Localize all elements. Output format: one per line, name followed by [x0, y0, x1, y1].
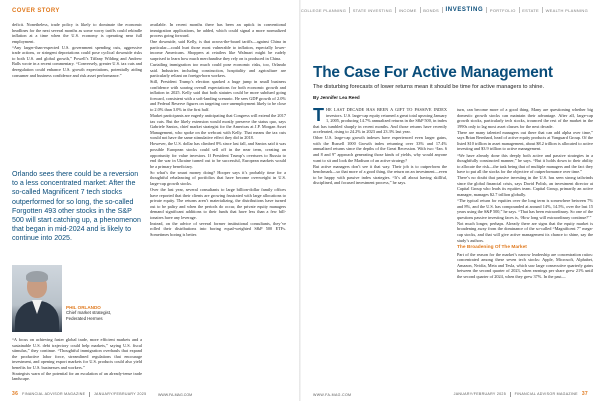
nav-item: PORTFOLIO	[489, 7, 516, 13]
right-column-2	[457, 107, 593, 280]
left-column-2	[150, 22, 286, 238]
page-gutter	[299, 0, 301, 401]
body-paragraph: Instead, on the advice of several former institutional consultants, they’ve rolled their distributions into boring equal-weighted S&P 500 ETFs. Sometimes boring is better.	[150, 220, 286, 237]
left-column-1-top	[12, 22, 142, 79]
nav-item-active: INVESTING	[445, 7, 484, 13]
nav-item: INCOME	[398, 7, 417, 13]
body-paragraph: “We have already done this deeply both active and passive strategies in a thoughtfully constructed manner,” he says. “But it holds down to their ability to allocate the risk—the task being that of multiple managers and the fact they have to put all the stocks for the objective of outperformance over time.”	[457, 152, 593, 175]
caption-company: Federated Hermes	[66, 315, 103, 321]
section-label: COVER STORY	[12, 8, 60, 14]
portrait-caption	[66, 305, 146, 321]
body-paragraph: turn, can become more of a good thing. Many are questioning whether big domestic growth stocks can maintain their advantage. After all, large-cap growth stocks, particularly tech stocks, trounced the rest of the market in the 1990s only to lag most asset classes for the next decade.	[457, 107, 593, 129]
nav-item: STATE INVESTING	[352, 7, 393, 13]
body-paragraph: So what’s the smart money doing? Hooper says it’s probably time for a thoughtful rebalancing of portfolios that have become overweight in U.S. large-cap growth stocks.	[150, 169, 286, 186]
body-paragraph: deficit. Nonetheless, trade policy is likely to dominate the economic headlines for the next several months as some worry tariffs could rekindle inflation at a time when the U.S. economy is operating near full employment.	[12, 22, 142, 44]
body-paragraph: Other U.S. large-cap growth indexes have experienced even larger gains, with the Russell 1000 Growth index returning over 33% and 17.4% annualized returns since the depths of the Great Recession. With two “Jan. 6 and 8 and 9” approach generating those kinds of yields, why would anyone want to sit and look the Madison of an active strategy?	[313, 135, 447, 163]
lead-text: HE LAST DECADE HAS BEEN A GIFT TO PASSIVE INDEX investors. U.S. large-cap equity returned a great total upswing January 1, 2005, producing 14.7% annualized returns in the S&P 500, in index that has tumbled sharply in recent months. And those returns have recently accelerated, rising to 24.2% in 2023 and 23.3% last year.	[313, 107, 447, 135]
left-footer	[12, 391, 146, 397]
nav-item: ESTATE	[522, 7, 539, 13]
body-paragraph: “The typical return for equities over the long term is somewhere between 7% and 8%, and the U.S. has compounded at around 14%, 14.5%, over the last 15 years using the S&P 500,” he says. “That has been extraordinary. So one of the questions passive investing faces is, ‘How long will extraordinary continue?’”	[457, 198, 593, 220]
right-column-1	[313, 107, 447, 186]
issue-date: JANUARY/FEBRUARY 2025	[453, 392, 507, 396]
body-paragraph: Over the last year, several consultants to large billion-dollar family offices have reported that their clients are growing frustrated with large allocations to private equity. The returns aren’t materializing, the distributions have turned out to be paltry and when the periods do occur, the private equity managers demand significant additions to their funds that have less than a few bill-ionaires have any leverage.	[150, 187, 286, 220]
drop-cap: T	[313, 105, 324, 125]
publication-title: FINANCIAL ADVISOR MAGAZINE	[514, 392, 578, 396]
body-paragraph: But active managers don’t see it that way. Their job is to outperform the benchmark—so that more of a good thing, the return on an investment—even to be happy with passive index strategies. “It’s all about having skillful, disciplined, and focused investment process,” he says.	[313, 163, 447, 186]
issue-date: JANUARY/FEBRUARY 2025	[93, 392, 147, 396]
left-footer-url: WWW.FA-MAG.COM	[158, 393, 193, 397]
nav-item: BONDS	[423, 7, 439, 13]
body-paragraph: One downside, said Kelly, is that across-the-board tariffs—against China in particular—could hurt those most vulnerable to inflation, especially lower-income Americans. Shoppers at retailers like Walmart might be rudely surprised to learn how much merchandise they rely on is produced in China.	[150, 39, 286, 61]
right-footer	[454, 391, 588, 397]
body-paragraph: Curtailing immigration too much could pose economic risks, too, Orlando said. Industries including construction, hospitality and agriculture are particularly reliant on foreign-born workers.	[150, 62, 286, 79]
right-footer-url: WWW.FA-MAG.COM	[313, 393, 352, 397]
body-paragraph: “A focus on achieving faster global trade, more efficient markets and a sustainable U.S. debt trajectory could help markets,” saying U.S. fiscal stimulus,” they continue. “Thoughtful immigration overhauls that expand the productive labor force, streamlined regulations that encourage investment, and opening export markets for U.S. products could also yield benefits for U.S. businesses and workers.”	[12, 337, 142, 370]
section-nav	[301, 7, 588, 13]
body-paragraph: However, the U.S. dollar has climbed 8% since last fall, and Santos said it was possible European stocks could sell off in the near term, creating an opportunity for value investors. If President Trump’s overtures to Russia to end the war in Ukraine turned out to be successful, European markets would be a primary beneficiary.	[150, 141, 286, 169]
body-paragraph: Market participants are eagerly anticipating that Congress will extend the 2017 tax cuts. But the likely extension would mostly preserve the status quo, says Gabriele Santos, chief market strategist for the Americas at J.P. Morgan Asset Management, who spoke on the webcast with Kelly. That means the tax cuts would not have the same stimulative effect they did in 2018.	[150, 113, 286, 141]
body-paragraph: Part of the reason for the market’s narrow leadership are concentration ratios: concentrated among these seven tech stocks: Apple, Microsoft, Alphabet, Amazon, Nvidia, Meta and Tesla, which saw large consecutive quarterly gains between the second quarter of 2023, when earnings per share grew 21% until the second quarter of 2024, when they grew 37%. In the past—	[457, 251, 593, 279]
article-deck: The disturbing forecasts of lower returns mean it should be time for active managers to shine.	[313, 84, 545, 90]
publication-title: FINANCIAL ADVISOR MAGAZINE	[22, 392, 86, 396]
pull-quote: Orlando sees there could be a reversion to a less concentrated market: After the so-called Magnificent 7 tech stocks outperformed for so long, the so-called Forgotten 493 other stocks in the S&P 500 will start catching up, a phenomenon that began in mid-2024 and is likely to continue into 2025.	[12, 170, 141, 243]
body-paragraph: There are many talented managers out there that can add alpha over time,” says Brian Bernhard, head of active equity products at Vanguard Group. Of the listed $10 trillion in asset management, about $8.2 trillion is allocated to active investing and $3.9 trillion to active management.	[457, 129, 593, 152]
body-paragraph: There’s no doubt that passive investing in the U.S. has seen strong tailwinds since the global financial crisis, says David Polish, an investment director at Capital Group who leads its equities team. Capital Group, primarily an active manager, manages $2.7 trillion globally.	[457, 175, 593, 197]
caption-name: PHIL ORLANDO	[66, 305, 101, 310]
article-headline: The Case For Active Management	[313, 64, 553, 81]
nav-item: COLLEGE PLANNING	[300, 7, 347, 13]
article-byline: By Jennifer Lea Reed	[313, 95, 360, 100]
body-paragraph: available. In recent months there has been an uptick in conventional immigration applications, he added, which could signal a more normalized process going forward.	[150, 22, 286, 39]
caption-title: Chief market strategist,	[66, 310, 112, 316]
left-column-1-bottom	[12, 337, 142, 383]
author-portrait	[12, 265, 62, 332]
body-paragraph: “Any larger-than-expected U.S. government spending cuts, aggressive trade actions, or stringent deportations could pose cyclical downside risks to both U.S. and global growth,” Powell’s Tiffany Wilding and Andrew Balls wrote in a recent commentary. “Conversely, greater U.S. tax cuts and deregulation could enhance U.S. growth expectations, potentially aiding consumer and business confidence and risk asset performance.”	[12, 44, 142, 78]
section-subhead: The Broadening Of The Market	[457, 245, 527, 251]
body-paragraph: Strategists warn of the potential for an escalation of an already-tense trade landscape.	[12, 370, 142, 382]
body-paragraph: Still, President Trump’s election sparked a huge jump in small business confidence with soaring overall expectations for both economic growth and inflation in 2025. Kelly said that both statutes could be more subdued going forward, consistent with a soft-landing scenario. He sees GDP growth of 2.0% and Federal Reserve figures on targeting core unemployment likely to be close to 2.0% than 3.0% in the first half.	[150, 79, 286, 112]
nav-item: WEALTH PLANNING	[545, 7, 588, 13]
body-paragraph: Not much longer, perhaps. Already there are signs that the equity market is broadening away from the dominance of the so-called “Magnificent 7” mega-cap stocks, and that will give active management its chance to shine, say the study’s authors.	[457, 220, 593, 243]
page-number: 37	[581, 391, 588, 397]
lead-paragraph	[313, 107, 447, 135]
page-number: 36	[12, 391, 19, 397]
